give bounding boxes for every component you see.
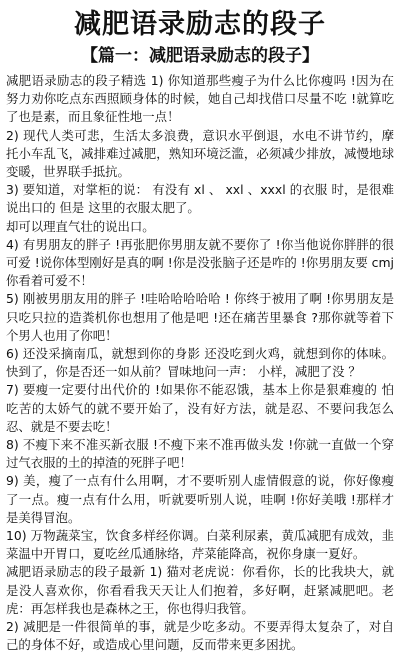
paragraph: 却可以理直气壮的说出口。 [6,218,155,234]
paragraph: 减肥语录励志的段子精选 1) 你知道那些瘦子为什么比你瘦吗 !因为在努力劝你吃点东西照顾身体的时候，她自己却找借口尽量不吃 !就算吃了也是素，而且象征性地一点！ [6,73,394,125]
paragraph: 8) 不瘦下来不准买新衣服 !不瘦下来不准再做头发 !你就一直做一个穿过气衣服的土的掉渣的死胖子吧！ [6,437,394,471]
document-title: 减肥语录励志的段子 [74,9,326,40]
paragraph: 3) 要知道，对掌柜的说： 有没有 xl 、 xxl 、xxxl 的衣服 时，是很难说出口的 但是 这里的衣服太肥了。 [6,182,394,216]
paragraph: 9) 美，瘦了一点有什么用啊，才不要听别人虚情假意的说，你好像瘦了一点。瘦一点有什么用，听就要听别人说，哇啊 !你好美哦 !那样才是美得冒泡。 [6,473,394,525]
paragraph: 5) 刚被男朋友用的胖子 !哇哈哈哈哈哈 ! 你终于被用了啊 !你男朋友是只吃只拉的造粪机你也想用了他是吧 !还在痛苦里暴食 ?那你就等着下个男人也用了你吧！ [6,291,394,343]
paragraph: 减肥语录励志的段子最新 1) 猫对老虎说：你看你，长的比我块大，就是没人喜欢你，你看看我天天让人们抱着，多好啊，赶紧减肥吧。老虎：再怎样我也是森林之王，你也得归我管。 [6,564,394,616]
paragraph: 2) 减肥是一件很简单的事，就是少吃多动。不要弄得太复杂了，对自己的身体不好，或造成心里问题，反而带来更多困扰。 [6,619,394,653]
paragraph: 7) 要瘦一定要付出代价的 !如果你不能忍饿，基本上你是狠难瘦的 怕吃苦的太娇气的就不要开始了，没有好方法，就是忍、不要问我怎么忍、就是不要去吃！ [6,382,394,434]
paragraph: 6) 还没采摘南瓜，就想到你的身影 还没吃到火鸡，就想到你的体味。快到了，你是否还一如从前？冒味地问一声： 小样，减肥了没 ？ [6,346,394,380]
paragraph: 10) 万物蔬菜宝，饮食多样经你调。白菜利尿素，黄瓜减肥有成效，韭菜温中开胃口，夏吃丝瓜通脉络，芹菜能降高，祝你身康一夏好。 [6,528,394,562]
document-body [6,72,394,655]
paragraph: 2) 现代人类可悲，生活太多浪费，意识水平倒退，水电不讲节约，摩托小车乱飞，减排难过减肥，熟知环境泛滥，必须减少排放，减慢地球变暖，世界联手抵抗。 [6,127,394,180]
section-heading: 【篇一：减肥语录励志的段子】 [81,46,319,66]
paragraph: 4) 有男朋友的胖子 !再张肥你男朋友就不要你了 !你当他说你胖胖的很可爱 !说你体型刚好是真的啊 !你是没张脑子还是咋的 !你男朋友要 cmj 你看着可爱不！ [6,236,394,289]
